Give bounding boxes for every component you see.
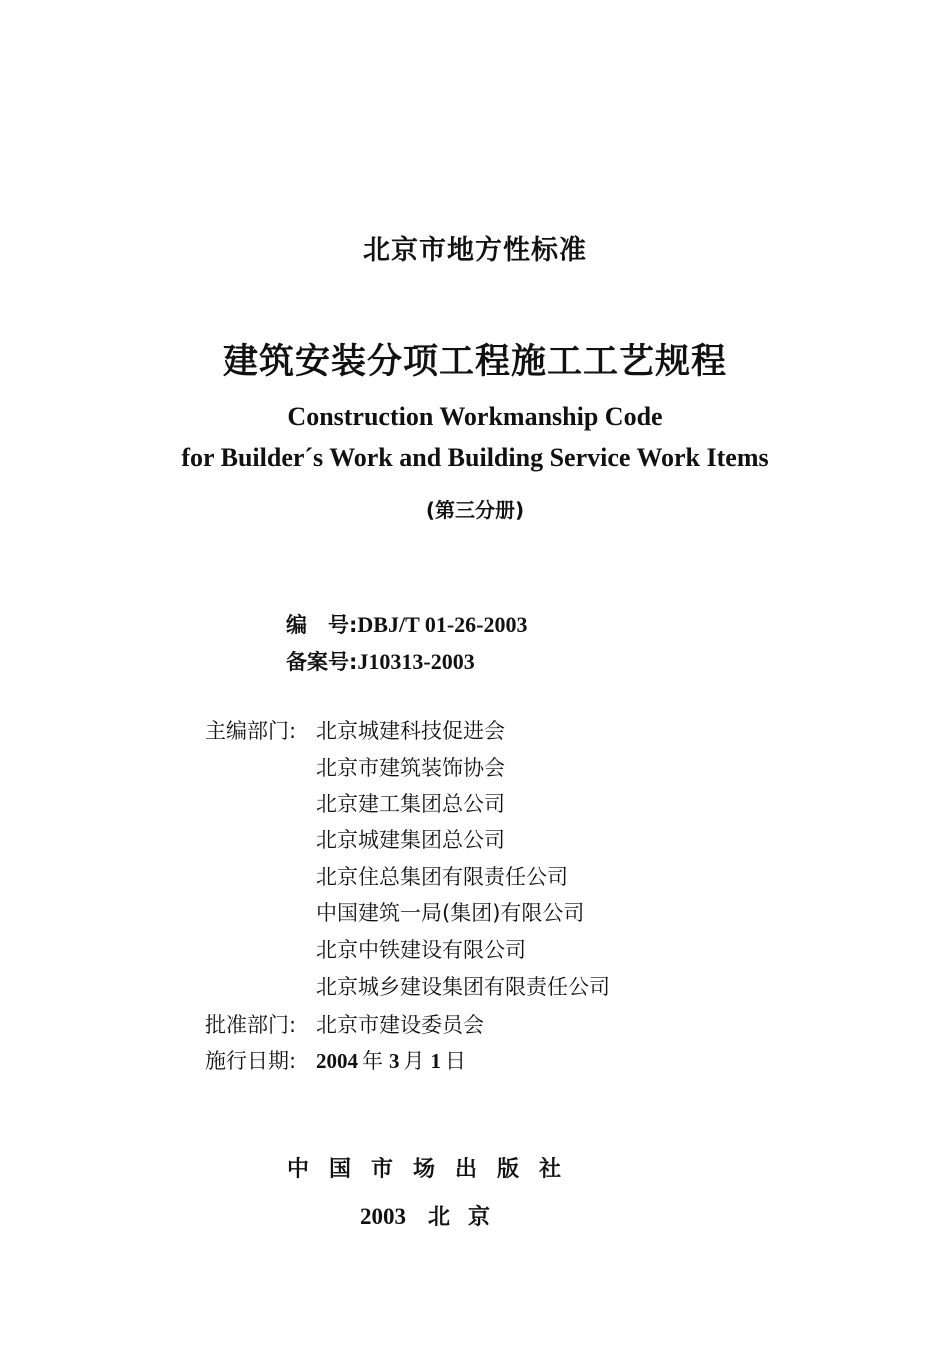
document-title-english-line-2: for Builder´s Work and Building Service Work Items — [181, 443, 769, 472]
publication-info — [360, 1200, 508, 1231]
effective-date-label: 施行日期: — [205, 1049, 297, 1073]
publisher-name: 中国市场出版社 — [287, 1157, 582, 1182]
standard-type-label: 北京市地方性标准 — [363, 235, 587, 266]
editor-department-item: 北京市建筑装饰协会 — [316, 756, 505, 780]
editor-departments-label: 主编部门: — [205, 719, 297, 743]
editor-department-item: 北京城建集团总公司 — [316, 828, 505, 852]
editor-department-item: 中国建筑一局(集团)有限公司 — [316, 901, 585, 925]
approval-department-value: 北京市建设委员会 — [316, 1013, 484, 1037]
document-title-english-line-1: Construction Workmanship Code — [287, 402, 663, 431]
editor-department-item: 北京城乡建设集团有限责任公司 — [316, 975, 610, 999]
editor-department-item: 北京城建科技促进会 — [316, 719, 505, 743]
document-title-chinese: 建筑安装分项工程施工工艺规程 — [222, 342, 727, 382]
effective-month-unit: 月 — [403, 1049, 425, 1073]
standard-number-label: 编 号: — [286, 613, 358, 637]
volume-label: (第三分册) — [425, 498, 525, 522]
editor-department-item: 北京中铁建设有限公司 — [316, 938, 526, 962]
publication-city: 北京 — [428, 1205, 509, 1230]
effective-year-unit: 年 — [362, 1049, 383, 1073]
editor-departments-row — [205, 715, 505, 745]
effective-month: 3 — [389, 1049, 400, 1073]
effective-date-row — [205, 1045, 466, 1075]
effective-year: 2004 — [316, 1049, 358, 1073]
effective-day: 1 — [430, 1049, 441, 1073]
record-number-value: J10313-2003 — [357, 649, 475, 674]
effective-day-unit: 日 — [445, 1049, 466, 1073]
publication-year: 2003 — [360, 1204, 406, 1229]
approval-department-label: 批准部门: — [205, 1013, 297, 1037]
record-number-label: 备案号: — [286, 650, 358, 674]
standard-number-value: DBJ/T 01-26-2003 — [357, 612, 528, 637]
approval-department-row — [205, 1009, 484, 1039]
editor-department-item: 北京建工集团总公司 — [316, 792, 505, 816]
editor-department-item: 北京住总集团有限责任公司 — [316, 865, 568, 889]
standard-number-row — [286, 609, 528, 639]
record-number-row — [286, 646, 475, 676]
